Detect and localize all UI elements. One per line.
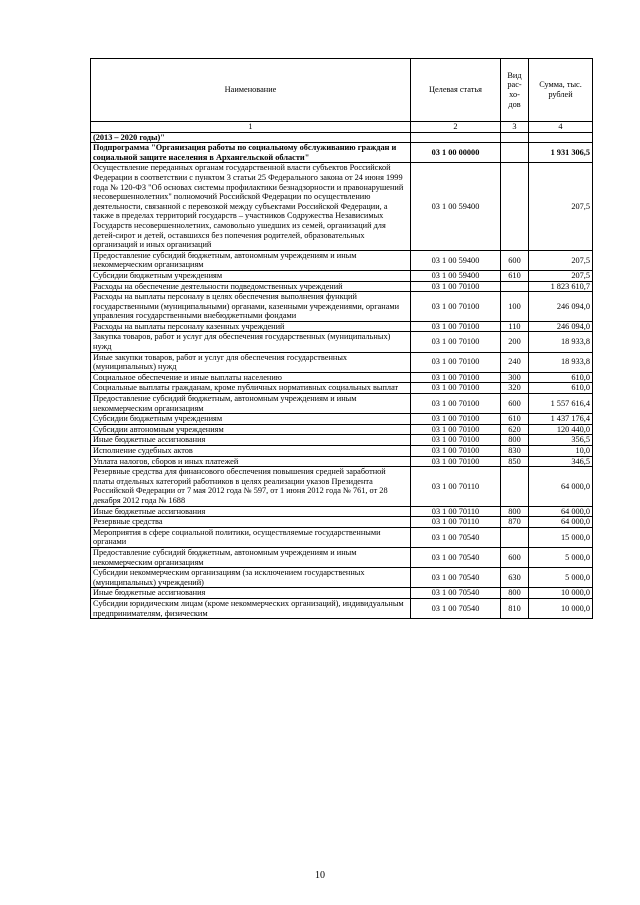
row-type: 600 [501,394,529,414]
row-code: 03 1 00 70110 [411,517,501,528]
row-code [411,132,501,143]
table-row [91,372,593,383]
table-row [91,424,593,435]
row-code: 03 1 00 70100 [411,352,501,372]
row-code: 03 1 00 70100 [411,435,501,446]
row-sum: 1 437 176,4 [529,414,593,425]
table-row [91,568,593,588]
table-row [91,321,593,332]
row-type: 810 [501,598,529,618]
row-type [501,467,529,506]
row-sum: 15 000,0 [529,527,593,547]
header-type: Вид рас-хо-дов [501,59,529,122]
table-row [91,270,593,281]
row-code: 03 1 00 70100 [411,332,501,352]
row-sum: 356,5 [529,435,593,446]
row-name: Субсидии юридическим лицам (кроме некоммерческих организаций), индивидуальным предпринимателям, физическим [91,598,411,618]
row-name: Предоставление субсидий бюджетным, автономным учреждениям и иным некоммерческим организациям [91,394,411,414]
table-row [91,163,593,250]
row-type [501,163,529,250]
table-row [91,132,593,143]
row-code: 03 1 00 70540 [411,527,501,547]
row-name: Расходы на обеспечение деятельности подведомственных учреждений [91,281,411,292]
row-name: (2013 – 2020 годы)" [91,132,411,143]
row-code: 03 1 00 70110 [411,467,501,506]
row-type [501,281,529,292]
row-name: Осуществление переданных органам государственной власти субъектов Российской Федерации в соответствии с пунктом 3 статьи 25 Федерального закона от 24 июня 1999 года № 120-ФЗ "Об основах системы профилактики безнадзорности и правонарушений несовершеннолетних" полномочий Российской Федерации по осуществлению деятельности, связанной с перевозкой между субъектами Российской Федерации, а также в пределах территорий государств – участников Содружества Независимых Государств несовершеннолетних, самовольно ушедших из семей, организаций для детей-сирот и детей, оставшихся без попечения родителей, образовательных организаций и иных организаций [91,163,411,250]
row-type: 240 [501,352,529,372]
header-name: Наименование [91,59,411,122]
table-row [91,527,593,547]
row-sum: 207,5 [529,270,593,281]
row-code: 03 1 00 70540 [411,598,501,618]
row-sum: 1 557 616,4 [529,394,593,414]
row-name: Мероприятия в сфере социальной политики, осуществляемые государственными органами [91,527,411,547]
row-sum: 610,0 [529,383,593,394]
row-sum: 207,5 [529,250,593,270]
row-sum: 5 000,0 [529,568,593,588]
row-type: 850 [501,456,529,467]
row-type: 320 [501,383,529,394]
column-number: 4 [529,122,593,133]
row-code: 03 1 00 70100 [411,394,501,414]
budget-table [90,58,593,619]
row-name: Исполнение судебных актов [91,446,411,457]
row-name: Расходы на выплаты персоналу в целях обеспечения выполнения функций государственными (муниципальными) органами, казенными учреждениями, органами управления государственными внебюджетными фондами [91,292,411,322]
row-code: 03 1 00 70100 [411,424,501,435]
row-sum: 346,5 [529,456,593,467]
row-sum: 1 823 610,7 [529,281,593,292]
table-row [91,547,593,567]
row-type: 100 [501,292,529,322]
row-name: Уплата налогов, сборов и иных платежей [91,456,411,467]
row-type: 800 [501,588,529,599]
row-sum: 18 933,8 [529,332,593,352]
table-row [91,281,593,292]
row-code: 03 1 00 70100 [411,446,501,457]
row-name: Предоставление субсидий бюджетным, автономным учреждениям и иным некоммерческим организациям [91,250,411,270]
header-code: Целевая статья [411,59,501,122]
column-number-row [91,122,593,133]
row-sum: 64 000,0 [529,517,593,528]
row-type: 610 [501,414,529,425]
row-name: Расходы на выплаты персоналу казенных учреждений [91,321,411,332]
row-name: Субсидии некоммерческим организациям (за исключением государственных (муниципальных) учреждений) [91,568,411,588]
table-row [91,456,593,467]
row-name: Субсидии бюджетным учреждениям [91,414,411,425]
row-sum: 64 000,0 [529,506,593,517]
table-row [91,598,593,618]
column-number: 1 [91,122,411,133]
table-row [91,332,593,352]
row-name: Иные закупки товаров, работ и услуг для обеспечения государственных (муниципальных) нужд [91,352,411,372]
row-code: 03 1 00 70100 [411,372,501,383]
row-type: 620 [501,424,529,435]
row-code: 03 1 00 59400 [411,163,501,250]
page-number: 10 [315,870,325,881]
table-row [91,414,593,425]
row-code: 03 1 00 70110 [411,506,501,517]
row-type: 800 [501,435,529,446]
header-sum: Сумма, тыс. рублей [529,59,593,122]
row-type: 110 [501,321,529,332]
table-row [91,352,593,372]
row-name: Резервные средства для финансового обеспечения повышения средней заработной платы отдельных категорий работников в целях реализации указов Президента Российской Федерации от 7 мая 2012 года № 597, от 1 июня 2012 года № 761, от 28 декабря 2012 года № 1688 [91,467,411,506]
row-code: 03 1 00 59400 [411,270,501,281]
row-type [501,143,529,163]
table-row [91,446,593,457]
row-sum: 10,0 [529,446,593,457]
row-name: Иные бюджетные ассигнования [91,435,411,446]
table-row [91,383,593,394]
row-sum: 246 094,0 [529,321,593,332]
row-code: 03 1 00 70100 [411,383,501,394]
row-sum: 10 000,0 [529,598,593,618]
row-name: Субсидии бюджетным учреждениям [91,270,411,281]
row-sum: 610,0 [529,372,593,383]
row-type: 200 [501,332,529,352]
table-row [91,143,593,163]
row-type: 630 [501,568,529,588]
row-code: 03 1 00 70540 [411,547,501,567]
row-code: 03 1 00 70540 [411,588,501,599]
table-row [91,506,593,517]
row-code: 03 1 00 59400 [411,250,501,270]
row-type: 870 [501,517,529,528]
row-type: 300 [501,372,529,383]
row-name: Закупка товаров, работ и услуг для обеспечения государственных (муниципальных) нужд [91,332,411,352]
row-type [501,132,529,143]
row-name: Подпрограмма "Организация работы по социальному обслуживанию граждан и социальной защите населения в Архангельской области" [91,143,411,163]
column-number: 2 [411,122,501,133]
row-code: 03 1 00 70540 [411,568,501,588]
table-header-row [91,59,593,122]
row-code: 03 1 00 70100 [411,414,501,425]
row-sum: 1 931 306,5 [529,143,593,163]
row-code: 03 1 00 70100 [411,321,501,332]
table-row [91,250,593,270]
row-sum: 10 000,0 [529,588,593,599]
row-name: Иные бюджетные ассигнования [91,506,411,517]
row-sum [529,132,593,143]
row-name: Субсидии автономным учреждениям [91,424,411,435]
row-type: 610 [501,270,529,281]
row-type: 830 [501,446,529,457]
column-number: 3 [501,122,529,133]
row-type [501,527,529,547]
row-name: Резервные средства [91,517,411,528]
row-type: 600 [501,250,529,270]
row-code: 03 1 00 70100 [411,281,501,292]
table-row [91,435,593,446]
table-row [91,394,593,414]
table-row [91,467,593,506]
row-name: Предоставление субсидий бюджетным, автономным учреждениям и иным некоммерческим организациям [91,547,411,567]
table-row [91,588,593,599]
row-sum: 207,5 [529,163,593,250]
row-name: Социальные выплаты гражданам, кроме публичных нормативных социальных выплат [91,383,411,394]
row-type: 800 [501,506,529,517]
row-sum: 18 933,8 [529,352,593,372]
row-sum: 5 000,0 [529,547,593,567]
table-row [91,517,593,528]
row-name: Социальное обеспечение и иные выплаты населению [91,372,411,383]
row-sum: 120 440,0 [529,424,593,435]
row-code: 03 1 00 70100 [411,292,501,322]
row-code: 03 1 00 00000 [411,143,501,163]
row-sum: 246 094,0 [529,292,593,322]
row-name: Иные бюджетные ассигнования [91,588,411,599]
row-code: 03 1 00 70100 [411,456,501,467]
row-sum: 64 000,0 [529,467,593,506]
row-type: 600 [501,547,529,567]
table-row [91,292,593,322]
